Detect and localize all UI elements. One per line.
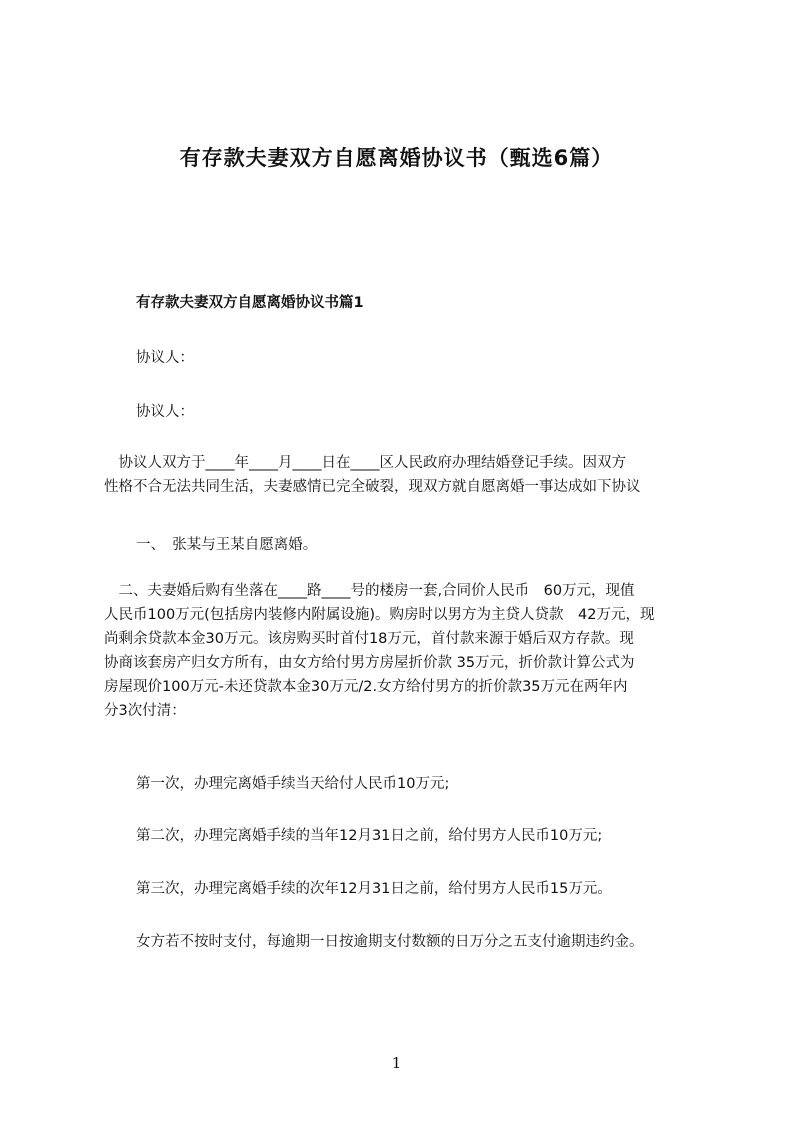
document-title: 有存款夫妻双方自愿离婚协议书（甄选6篇） — [179, 146, 614, 170]
payment-1: 第一次，办理完离婚手续当天给付人民币10万元; — [136, 776, 450, 792]
clause-1: 一、 张某与王某自愿离婚。 — [136, 537, 318, 553]
clause-2-line: 尚剩余贷款本金30万元。该房购买时首付18万元，首付款来源于婚后双方存款。现 — [104, 631, 634, 647]
clause-2-line: 人民币100万元(包括房内装修内附属设施)。购房时以男方为主贷人贷款 42万元，现 — [104, 607, 655, 623]
payment-2: 第二次，办理完离婚手续的当年12月31日之前，给付男方人民币10万元; — [136, 828, 603, 844]
party-2-label: 协议人： — [136, 404, 194, 420]
clause-2-line: 二、夫妻婚后购有坐落在____路____号的楼房一套,合同价人民币 60万元，现值 — [104, 583, 635, 599]
section-heading: 有存款夫妻双方自愿离婚协议书篇1 — [136, 295, 364, 311]
clause-2-line: 分3次付清： — [104, 703, 186, 719]
payment-3: 第三次，办理完离婚手续的次年12月31日之前，给付男方人民币15万元。 — [136, 881, 612, 897]
intro-paragraph — [104, 451, 704, 499]
page-number: 1 — [391, 1054, 402, 1072]
clause-2-line: 房屋现价100万元-未还贷款本金30万元/2.女方给付男方的折价款35万元在两年内 — [104, 679, 628, 695]
penalty-clause: 女方若不按时支付，每逾期一日按逾期支付数额的日万分之五支付逾期违约金。 — [136, 934, 644, 950]
party-1-label: 协议人： — [136, 350, 194, 366]
clause-2-paragraph — [104, 579, 704, 723]
intro-line: 协议人双方于____年____月____日在____区人民政府办理结婚登记手续。因双方 — [104, 455, 626, 471]
clause-2-line: 协商该套房产归女方所有，由女方给付男方房屋折价款 35万元，折价款计算公式为 — [104, 655, 635, 671]
intro-line: 性格不合无法共同生活，夫妻感情已完全破裂，现双方就自愿离婚一事达成如下协议 — [104, 479, 641, 495]
